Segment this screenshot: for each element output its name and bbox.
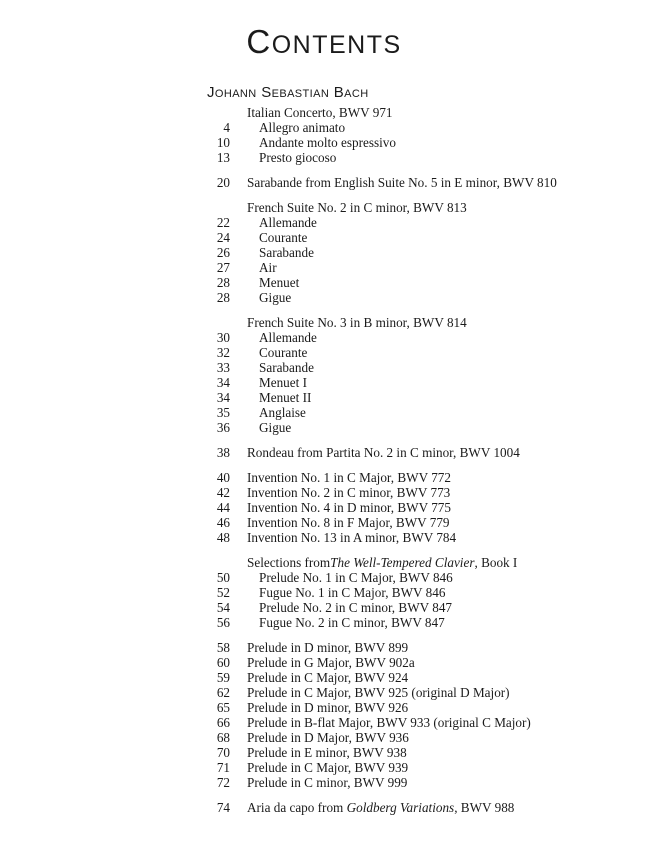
work-title-text: Fugue No. 2 in C minor, BWV 847: [259, 615, 445, 630]
toc-entry: [0, 640, 648, 655]
work-title-text: Courante: [259, 345, 308, 360]
toc-group: [0, 200, 648, 305]
page-number: 4: [223, 120, 230, 135]
page-number: 34: [216, 390, 230, 405]
work-title-text: Presto giocoso: [259, 150, 337, 165]
entry-title: [230, 150, 336, 165]
page-number: 74: [216, 800, 230, 815]
entry-title: [230, 640, 408, 655]
work-title-text: Prelude in G Major, BWV 902a: [247, 655, 415, 670]
toc-entry: [0, 375, 648, 390]
toc-group: [0, 800, 648, 815]
toc-entry: [0, 585, 648, 600]
page-number: 36: [216, 420, 230, 435]
entry-title: [230, 260, 277, 275]
toc-entry: [0, 275, 648, 290]
entry-title: [230, 330, 317, 345]
page-number: 28: [216, 275, 230, 290]
entry-title: [230, 655, 415, 670]
toc-entry: [0, 360, 648, 375]
page-number: 60: [216, 655, 230, 670]
entry-title: [230, 775, 407, 790]
toc-section-header: [0, 200, 648, 215]
entry-title: [230, 530, 456, 545]
page-number: 50: [216, 570, 230, 585]
work-title-text: Invention No. 2 in C minor, BWV 773: [247, 485, 451, 500]
work-title-text: Andante molto espressivo: [259, 135, 396, 150]
entry-title: [230, 715, 531, 730]
entry-title: [230, 670, 408, 685]
toc-entry: [0, 730, 648, 745]
page-number: 10: [216, 135, 230, 150]
entry-title: [230, 570, 453, 585]
page-number: 66: [216, 715, 230, 730]
entry-title: [230, 445, 520, 460]
toc-group: [0, 555, 648, 630]
composer-name: Johann Sebastian Bach: [207, 84, 369, 101]
page-number: 72: [216, 775, 230, 790]
work-title-text: , BWV 988: [454, 800, 515, 815]
entry-title: [230, 215, 317, 230]
work-title-text: Fugue No. 1 in C Major, BWV 846: [259, 585, 446, 600]
page-number: 13: [216, 150, 230, 165]
page-number: 20: [216, 175, 230, 190]
toc-entry: [0, 120, 648, 135]
work-title-text: Gigue: [259, 420, 292, 435]
entry-title: [230, 730, 409, 745]
toc-entry: [0, 485, 648, 500]
work-title-text: Prelude in C Major, BWV 925 (original D Major): [247, 685, 510, 700]
work-title-text: Invention No. 8 in F Major, BWV 779: [247, 515, 450, 530]
toc-entry: [0, 390, 648, 405]
toc-entry: [0, 775, 648, 790]
page-number: 62: [216, 685, 230, 700]
work-title-text: Aria da capo from: [247, 800, 347, 815]
toc-entry: [0, 685, 648, 700]
page-number: 33: [216, 360, 230, 375]
entry-title: [230, 245, 314, 260]
page-number: 40: [216, 470, 230, 485]
toc-entry: [0, 500, 648, 515]
work-title-text: Allemande: [259, 215, 317, 230]
entry-title: [230, 420, 291, 435]
page-number: 68: [216, 730, 230, 745]
table-of-contents: [0, 85, 648, 815]
entry-title: [230, 485, 450, 500]
work-title-text: Prelude in D minor, BWV 899: [247, 640, 409, 655]
page-number: 59: [216, 670, 230, 685]
page-number: 38: [216, 445, 230, 460]
page-number: 44: [216, 500, 230, 515]
toc-group: [0, 470, 648, 545]
page-number: 26: [216, 245, 230, 260]
entry-title: [230, 390, 311, 405]
entry-title: [230, 230, 307, 245]
work-title-text: Prelude in C Major, BWV 924: [247, 670, 409, 685]
work-title-text: French Suite No. 3 in B minor, BWV 814: [247, 315, 467, 330]
toc-entry: [0, 405, 648, 420]
toc-entry: [0, 175, 648, 190]
page-number: 54: [216, 600, 230, 615]
page-number: 22: [216, 215, 230, 230]
entry-title: [230, 500, 451, 515]
work-title-text: Air: [259, 260, 277, 275]
toc-entry: [0, 420, 648, 435]
toc-entry: [0, 745, 648, 760]
toc-group: [0, 105, 648, 165]
work-title-text: Selections from: [247, 555, 331, 570]
work-title-text: Prelude No. 1 in C Major, BWV 846: [259, 570, 453, 585]
entry-title: [230, 135, 396, 150]
entry-title: [230, 600, 452, 615]
work-title-text: Prelude No. 2 in C minor, BWV 847: [259, 600, 453, 615]
entry-title: [230, 615, 445, 630]
toc-entry: [0, 670, 648, 685]
entry-title: [230, 120, 345, 135]
toc-entry: [0, 715, 648, 730]
work-title-text: Courante: [259, 230, 308, 245]
page-number: 58: [216, 640, 230, 655]
toc-entry: [0, 135, 648, 150]
work-title-text: Allemande: [259, 330, 317, 345]
toc-entry: [0, 245, 648, 260]
page-number: 42: [216, 485, 230, 500]
page-number: 24: [216, 230, 230, 245]
toc-section-header: [0, 105, 648, 120]
toc-entry: [0, 260, 648, 275]
toc-entry: [0, 470, 648, 485]
page-title-rest: ONTENTS: [271, 31, 402, 59]
page-title-initial: C: [246, 23, 272, 60]
toc-group: [0, 445, 648, 460]
entry-title: [230, 345, 307, 360]
work-title-italic: Goldberg Variations: [346, 800, 455, 815]
entry-title: [230, 685, 510, 700]
work-title-text: Prelude in B-flat Major, BWV 933 (original C Major): [247, 715, 531, 730]
entry-title: [230, 175, 557, 190]
work-title-text: Sarabande: [259, 360, 314, 375]
toc-entry: [0, 600, 648, 615]
page-number: 27: [216, 260, 230, 275]
page-title: [0, 24, 648, 61]
toc-entry: [0, 345, 648, 360]
page-number: 28: [216, 290, 230, 305]
work-title-text: Sarabande: [259, 245, 314, 260]
toc-entry: [0, 700, 648, 715]
work-title-text: Invention No. 4 in D minor, BWV 775: [247, 500, 451, 515]
toc-entry: [0, 615, 648, 630]
toc-entry: [0, 530, 648, 545]
toc-group: [0, 315, 648, 435]
toc-entry: [0, 570, 648, 585]
page-number: 52: [216, 585, 230, 600]
work-title-text: , Book I: [474, 555, 518, 570]
work-title-text: Gigue: [259, 290, 292, 305]
page-number: 65: [216, 700, 230, 715]
entry-title: [230, 700, 408, 715]
toc-entry: [0, 230, 648, 245]
work-title-text: Invention No. 13 in A minor, BWV 784: [247, 530, 457, 545]
page-number: 35: [216, 405, 230, 420]
work-title-italic: The Well-Tempered Clavier: [330, 555, 475, 570]
entry-title: [230, 760, 408, 775]
work-title-text: Menuet: [259, 275, 300, 290]
entry-title: [230, 360, 314, 375]
toc-entry: [0, 330, 648, 345]
page-number: 30: [216, 330, 230, 345]
work-title-text: Prelude in C minor, BWV 999: [247, 775, 408, 790]
toc-entry: [0, 515, 648, 530]
entry-title: [230, 405, 306, 420]
entry-title: [230, 800, 514, 815]
toc-group: [0, 640, 648, 790]
page-number: 71: [216, 760, 230, 775]
work-title-text: Menuet II: [259, 390, 312, 405]
entry-title: [230, 375, 307, 390]
work-title-text: Prelude in D minor, BWV 926: [247, 700, 409, 715]
work-title-text: Menuet I: [259, 375, 307, 390]
toc-entry: [0, 760, 648, 775]
toc-section-header: [0, 315, 648, 330]
entry-title: [230, 745, 407, 760]
work-title-text: Sarabande from English Suite No. 5 in E minor, BWV 810: [247, 175, 557, 190]
toc-entry: [0, 655, 648, 670]
toc-entry: [0, 445, 648, 460]
work-title-text: Rondeau from Partita No. 2 in C minor, BWV 1004: [247, 445, 520, 460]
toc-entry: [0, 150, 648, 165]
work-title-text: French Suite No. 2 in C minor, BWV 813: [247, 200, 467, 215]
work-title-text: Italian Concerto, BWV 971: [247, 105, 393, 120]
toc-entry: [0, 800, 648, 815]
page-number: 46: [216, 515, 230, 530]
page-number: 32: [216, 345, 230, 360]
toc-entry: [0, 215, 648, 230]
entry-title: [230, 585, 445, 600]
toc-section-header: [0, 555, 648, 570]
work-title-text: Allegro animato: [259, 120, 346, 135]
page-number: 34: [216, 375, 230, 390]
toc-sections: [0, 105, 648, 815]
work-title-text: Prelude in E minor, BWV 938: [247, 745, 407, 760]
entry-title: [230, 470, 451, 485]
work-title-text: Invention No. 1 in C Major, BWV 772: [247, 470, 451, 485]
page-number: 70: [216, 745, 230, 760]
entry-title: [230, 515, 450, 530]
toc-group: [0, 175, 648, 190]
page-number: 48: [216, 530, 230, 545]
work-title-text: Anglaise: [259, 405, 306, 420]
entry-title: [230, 290, 291, 305]
page-number: 56: [216, 615, 230, 630]
work-title-text: Prelude in D Major, BWV 936: [247, 730, 409, 745]
entry-title: [230, 275, 299, 290]
work-title-text: Prelude in C Major, BWV 939: [247, 760, 409, 775]
toc-entry: [0, 290, 648, 305]
